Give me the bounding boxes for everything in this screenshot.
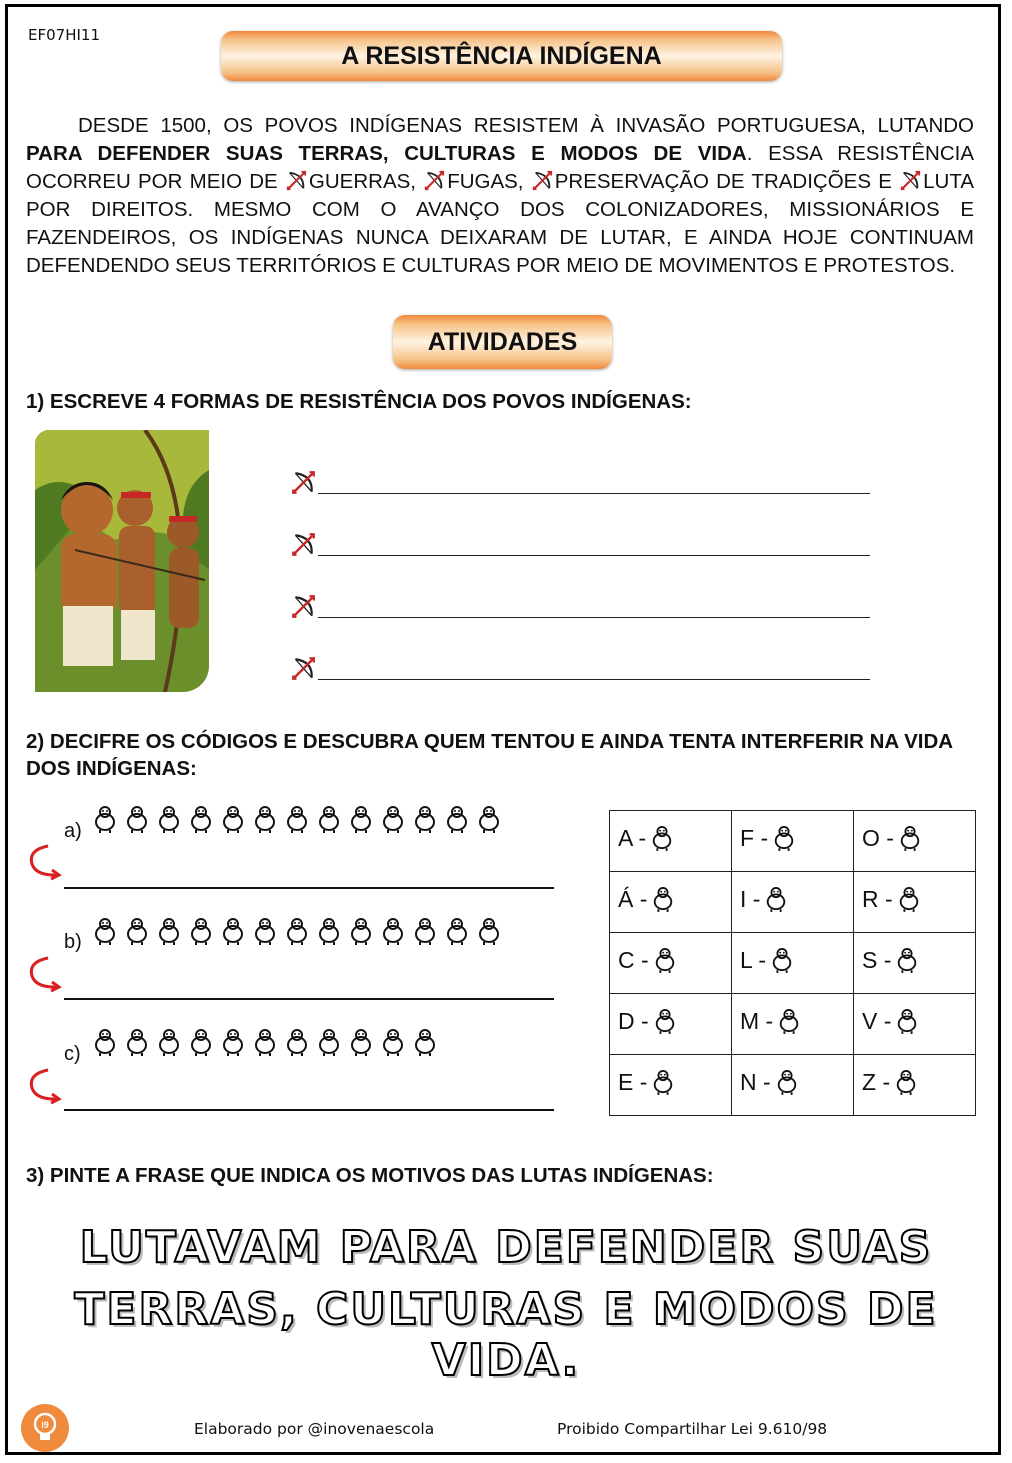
animal-glyph-icon xyxy=(92,804,118,834)
key-cell: I - xyxy=(732,872,854,933)
intro-item-2: FUGAS, xyxy=(447,170,531,193)
curved-arrow-icon xyxy=(24,1066,64,1106)
animal-glyph-icon xyxy=(898,824,922,852)
question-3: 3) PINTE A FRASE QUE INDICA OS MOTIVOS DAS LUTAS INDÍGENAS: xyxy=(26,1164,714,1187)
animal-glyph-icon xyxy=(651,885,675,913)
footer-credit: Elaborado por @inovenaescola xyxy=(194,1420,435,1438)
animal-glyph-icon xyxy=(777,1007,801,1035)
answer-line-a[interactable] xyxy=(64,887,554,889)
animal-glyph-icon xyxy=(895,1007,919,1035)
animal-glyph-icon xyxy=(252,916,278,946)
bow-icon xyxy=(423,170,445,192)
bow-icon xyxy=(899,170,921,192)
animal-glyph-icon xyxy=(412,1027,438,1057)
animal-glyph-icon xyxy=(764,885,788,913)
page-title: A RESISTÊNCIA INDÍGENA xyxy=(341,41,662,70)
intro-item-1: GUERRAS, xyxy=(308,170,424,193)
animal-glyph-icon xyxy=(220,1027,246,1057)
animal-glyph-icon xyxy=(770,946,794,974)
animal-glyph-icon xyxy=(284,916,310,946)
title-banner xyxy=(221,31,782,81)
svg-text:i9: i9 xyxy=(41,1420,49,1430)
bow-icon xyxy=(531,170,553,192)
animal-glyph-icon xyxy=(653,946,677,974)
key-cell: F - xyxy=(732,811,854,872)
animal-glyph-icon xyxy=(188,804,214,834)
animal-glyph-icon xyxy=(156,1027,182,1057)
animal-glyph-icon xyxy=(124,1027,150,1057)
animal-glyph-icon xyxy=(252,1027,278,1057)
key-cell: A - xyxy=(610,811,732,872)
animal-glyph-icon xyxy=(412,916,438,946)
key-cell: N - xyxy=(732,1055,854,1116)
answer-line-c[interactable] xyxy=(64,1109,554,1111)
bow-icon xyxy=(290,594,316,620)
coloring-phrase-line-2[interactable]: TERRAS, CULTURAS E MODOS DE VIDA. xyxy=(74,1284,938,1386)
animal-glyph-icon xyxy=(316,916,342,946)
animal-glyph-icon xyxy=(380,916,406,946)
animal-glyph-icon xyxy=(650,824,674,852)
question-2: 2) DECIFRE OS CÓDIGOS E DESCUBRA QUEM TENTOU E AINDA TENTA INTERFERIR NA VIDA DOS INDÍGENAS: xyxy=(26,730,953,780)
bow-icon xyxy=(290,532,316,558)
table-row xyxy=(610,994,976,1055)
animal-glyph-icon xyxy=(651,1068,675,1096)
animal-glyph-icon xyxy=(188,916,214,946)
intro-paragraph xyxy=(26,112,974,280)
animal-glyph-icon xyxy=(156,804,182,834)
key-cell: R - xyxy=(854,872,976,933)
table-row xyxy=(610,811,976,872)
animal-glyph-icon xyxy=(653,1007,677,1035)
animal-glyph-icon xyxy=(444,916,470,946)
key-cell: C - xyxy=(610,933,732,994)
key-cell: D - xyxy=(610,994,732,1055)
answer-line-1[interactable] xyxy=(290,468,870,498)
animal-glyph-icon xyxy=(894,1068,918,1096)
answer-line-2[interactable] xyxy=(290,530,870,560)
key-cell: E - xyxy=(610,1055,732,1116)
code-sequence-b xyxy=(92,916,502,946)
key-cell: V - xyxy=(854,994,976,1055)
logo xyxy=(20,1403,70,1453)
animal-glyph-icon xyxy=(220,804,246,834)
key-cell: O - xyxy=(854,811,976,872)
key-cell: Á - xyxy=(610,872,732,933)
animal-glyph-icon xyxy=(124,916,150,946)
code-sequence-c xyxy=(92,1027,438,1057)
table-row xyxy=(610,933,976,994)
bow-icon xyxy=(285,170,307,192)
activities-title: ATIVIDADES xyxy=(427,327,578,356)
curved-arrow-icon xyxy=(24,954,64,994)
intro-text-2: . ESSA RESISTÊNCIA OCORREU POR MEIO DE xyxy=(26,142,975,193)
animal-glyph-icon xyxy=(92,1027,118,1057)
code-label-a: a) xyxy=(64,820,82,842)
animal-glyph-icon xyxy=(412,804,438,834)
indigenous-archers-illustration xyxy=(35,430,209,692)
animal-glyph-icon xyxy=(220,916,246,946)
table-row xyxy=(610,1055,976,1116)
skill-code: EF07HI11 xyxy=(28,26,100,44)
intro-bold: PARA DEFENDER SUAS TERRAS, CULTURAS E MODOS DE VIDA xyxy=(26,142,747,165)
activities-banner xyxy=(393,315,612,369)
coloring-phrase-line-1[interactable]: LUTAVAM PARA DEFENDER SUAS xyxy=(79,1222,933,1273)
animal-glyph-icon xyxy=(92,916,118,946)
key-cell: S - xyxy=(854,933,976,994)
answer-line-b[interactable] xyxy=(64,998,554,1000)
animal-glyph-icon xyxy=(444,804,470,834)
animal-glyph-icon xyxy=(895,946,919,974)
code-label-c: c) xyxy=(64,1043,81,1065)
key-cell: M - xyxy=(732,994,854,1055)
animal-glyph-icon xyxy=(252,804,278,834)
code-label-b: b) xyxy=(64,931,82,953)
intro-text-1: DESDE 1500, OS POVOS INDÍGENAS RESISTEM À INVASÃO PORTUGUESA, LUTANDO xyxy=(78,114,974,137)
animal-glyph-icon xyxy=(380,804,406,834)
animal-glyph-icon xyxy=(348,1027,374,1057)
animal-glyph-icon xyxy=(124,804,150,834)
footer-copyright: Proibido Compartilhar Lei 9.610/98 xyxy=(557,1420,828,1438)
table-row xyxy=(610,872,976,933)
animal-glyph-icon xyxy=(348,916,374,946)
animal-glyph-icon xyxy=(188,1027,214,1057)
cipher-key-table xyxy=(609,810,976,1116)
key-cell: L - xyxy=(732,933,854,994)
answer-line-4[interactable] xyxy=(290,654,870,684)
question-1: 1) ESCREVE 4 FORMAS DE RESISTÊNCIA DOS POVOS INDÍGENAS: xyxy=(26,390,692,413)
animal-glyph-icon xyxy=(772,824,796,852)
code-sequence-a xyxy=(92,804,502,834)
animal-glyph-icon xyxy=(348,804,374,834)
animal-glyph-icon xyxy=(380,1027,406,1057)
bow-icon xyxy=(290,470,316,496)
animal-glyph-icon xyxy=(316,804,342,834)
animal-glyph-icon xyxy=(284,804,310,834)
animal-glyph-icon xyxy=(775,1068,799,1096)
animal-glyph-icon xyxy=(476,916,502,946)
animal-glyph-icon xyxy=(156,916,182,946)
key-cell: Z - xyxy=(854,1055,976,1116)
animal-glyph-icon xyxy=(284,1027,310,1057)
answer-line-3[interactable] xyxy=(290,592,870,622)
curved-arrow-icon xyxy=(24,842,64,882)
intro-item-3: PRESERVAÇÃO DE TRADIÇÕES E xyxy=(554,170,900,193)
animal-glyph-icon xyxy=(897,885,921,913)
animal-glyph-icon xyxy=(476,804,502,834)
intro-item-4: LUTA POR DIREITOS. MESMO COM O AVANÇO DOS COLONIZADORES, MISSIONÁRIOS E FAZENDEIROS, OS INDÍGENAS NUNCA DEIXARAM DE LUTAR, E AINDA HOJE CONTINUAM DEFENDENDO SEUS TERRITÓRIOS E CULTURAS POR MEIO DE MOVIMENTOS E PROTESTOS. xyxy=(26,170,974,277)
bow-icon xyxy=(290,656,316,682)
animal-glyph-icon xyxy=(316,1027,342,1057)
